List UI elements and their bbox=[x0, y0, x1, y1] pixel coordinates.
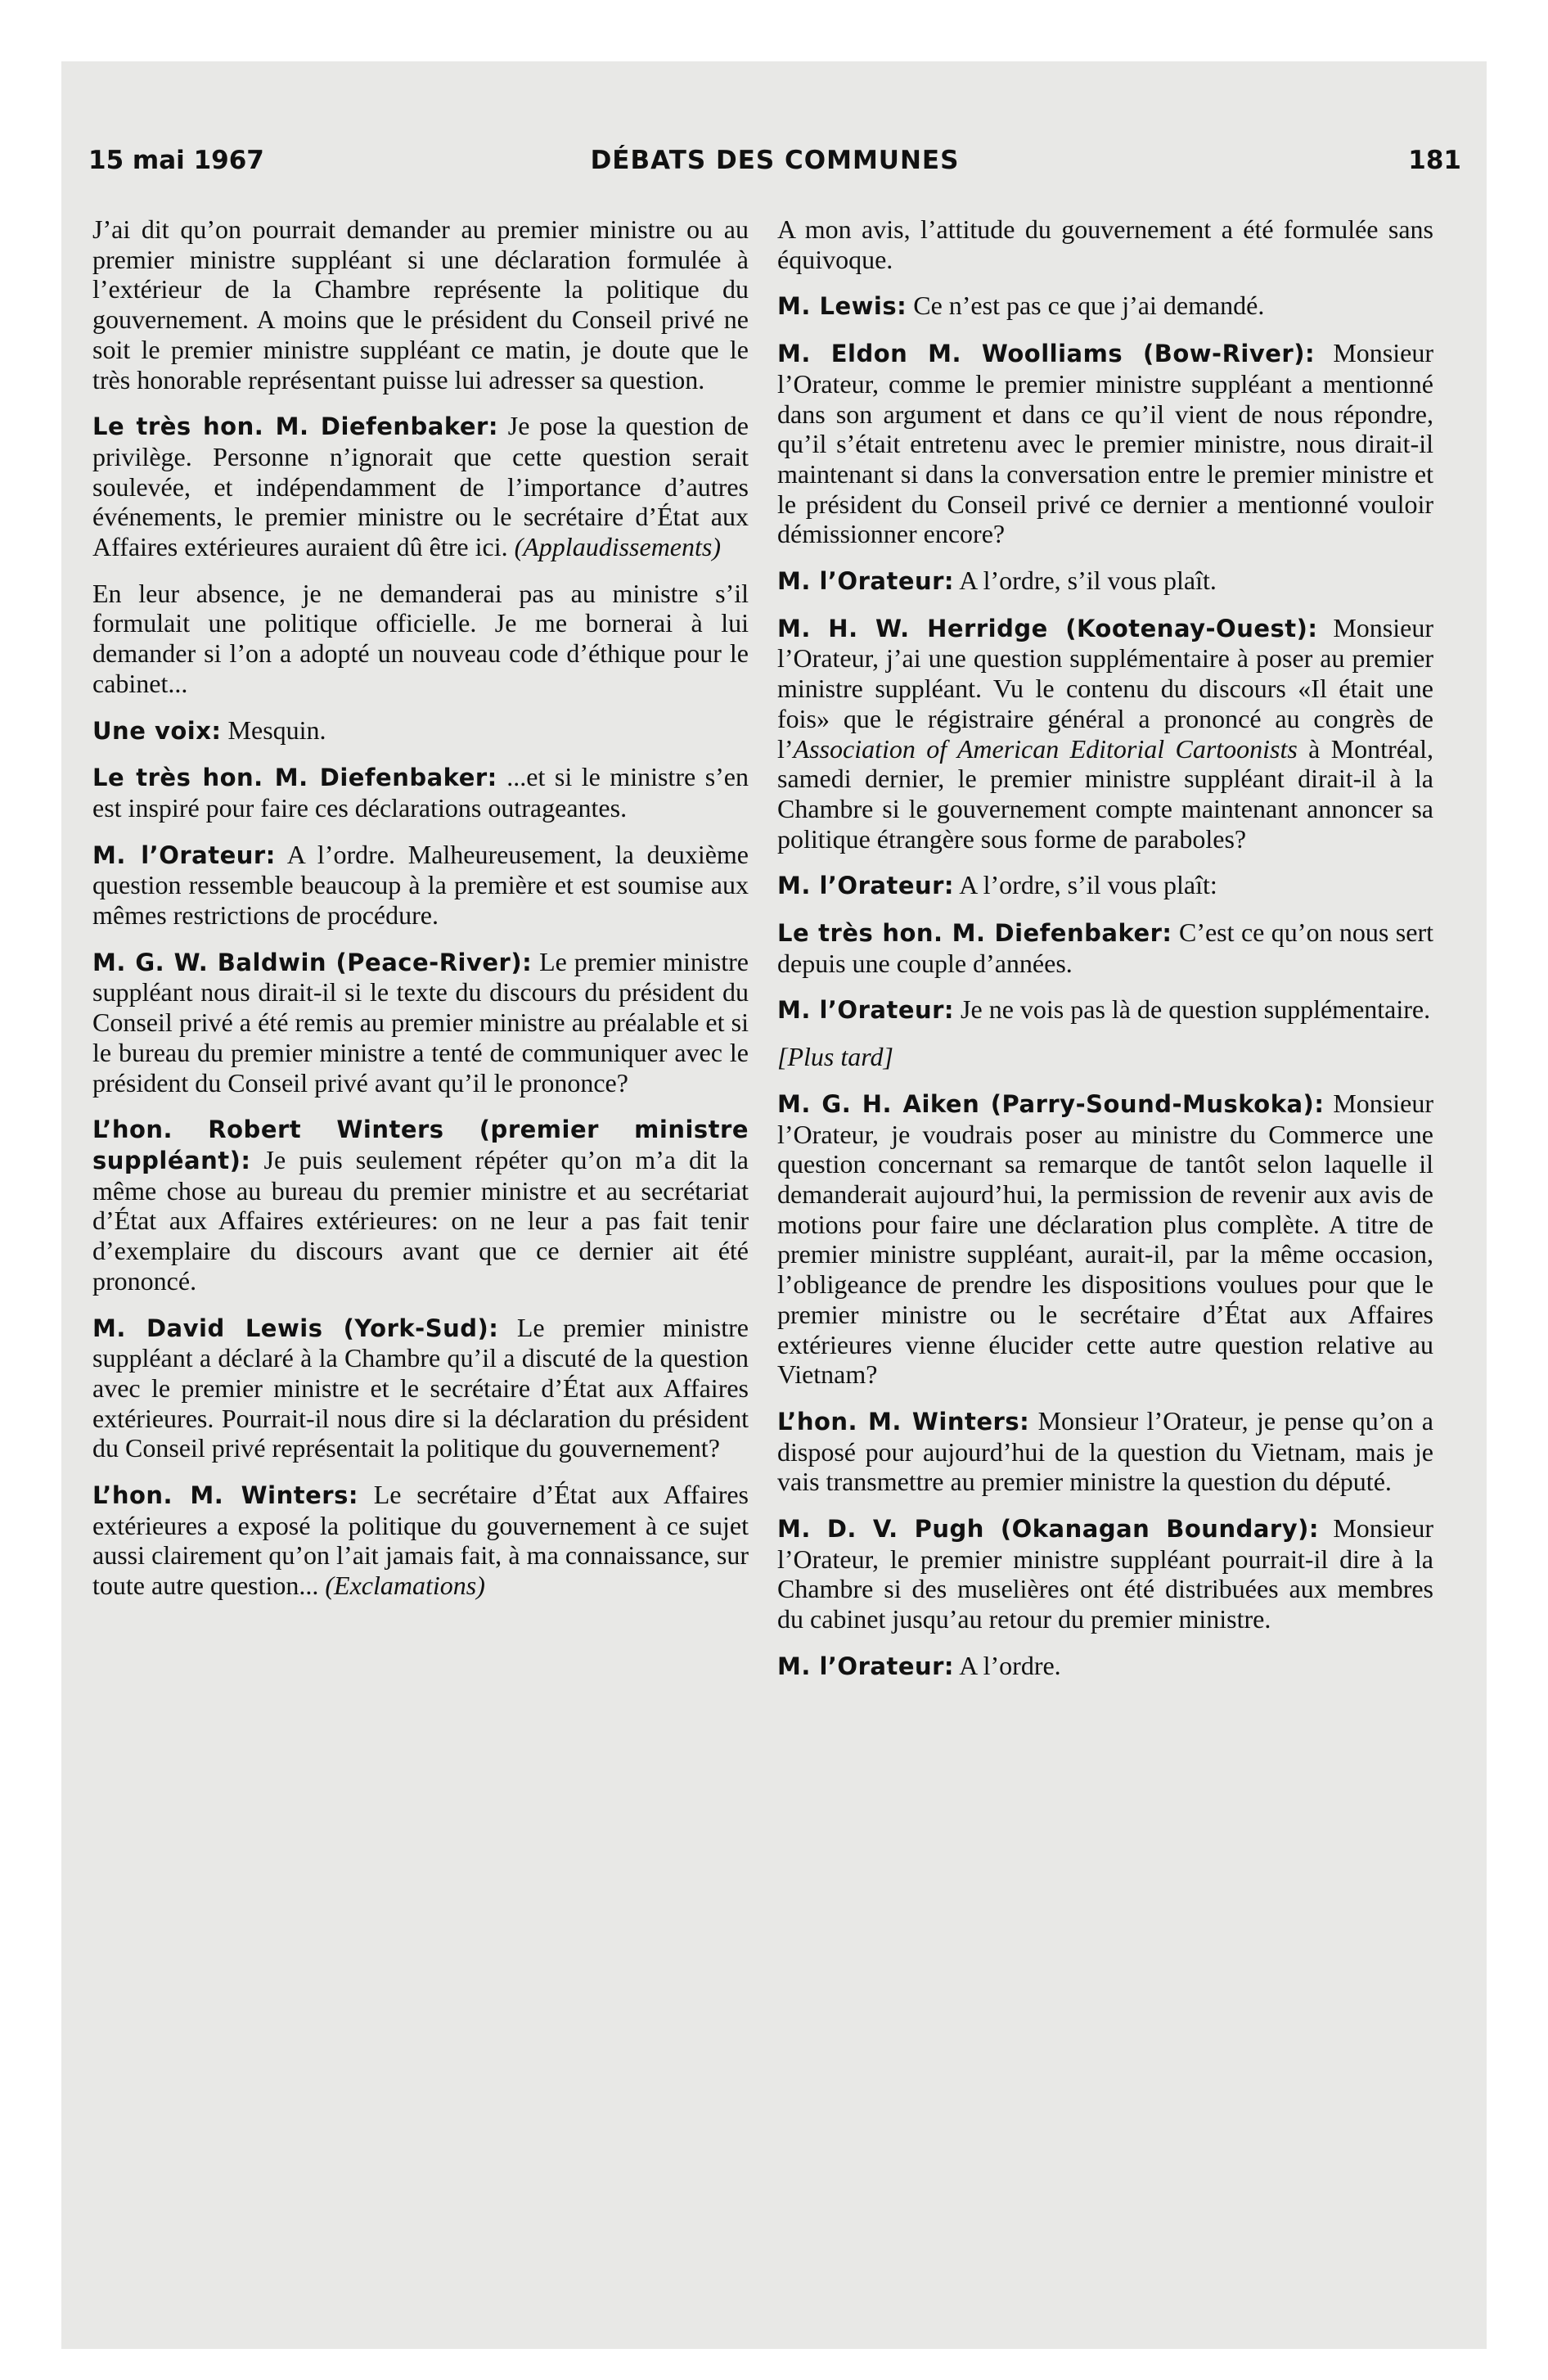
speaker-name: Le très hon. M. Diefenbaker: bbox=[92, 412, 498, 441]
paragraph: M. H. W. Herridge (Kootenay-Ouest): Monsieur l’Orateur, j’ai une question supplémentaire à poser au premier ministre suppléant. Vu le contenu du discours «Il était une fois» que le régistraire général a prononcé au congrès de l’Association of American Editorial Cartoonists à Montréal, samedi dernier, le premier ministre suppléant dirait-il à la Chambre si le gouvernement compte maintenant annoncer sa politique étrangère sous forme de paraboles? bbox=[777, 612, 1434, 854]
stage-direction: (Exclamations) bbox=[325, 1571, 485, 1601]
stage-direction: [Plus tard] bbox=[777, 1042, 893, 1072]
speaker-name: M. D. V. Pugh (Okanagan Boundary): bbox=[777, 1515, 1319, 1544]
header-date: 15 mai 1967 bbox=[88, 146, 264, 175]
speaker-name: M. l’Orateur: bbox=[92, 841, 276, 869]
paragraph: M. l’Orateur: A l’ordre, s’il vous plaît: bbox=[777, 870, 1217, 900]
speaker-name: Une voix: bbox=[92, 716, 222, 745]
speaker-name: M. H. W. Herridge (Kootenay-Ouest): bbox=[777, 614, 1318, 642]
paragraph: Une voix: Mesquin. bbox=[92, 714, 326, 745]
paragraph: Le très hon. M. Diefenbaker: C’est ce qu’on nous sert depuis une couple d’années. bbox=[777, 917, 1434, 978]
paragraph: M. l’Orateur: Je ne vois pas là de question supplémentaire. bbox=[777, 994, 1431, 1025]
header-title: DÉBATS DES COMMUNES bbox=[590, 146, 960, 175]
speaker-name: Le très hon. M. Diefenbaker: bbox=[777, 919, 1172, 948]
speaker-name: Le très hon. M. Diefenbaker: bbox=[92, 764, 497, 792]
paragraph: L’hon. M. Winters: Monsieur l’Orateur, je pense qu’on a disposé pour aujourd’hui de la question du Vietnam, mais je vais transmettre au premier ministre la question du député. bbox=[777, 1405, 1434, 1497]
right-column bbox=[777, 214, 1433, 1698]
paragraph: M. l’Orateur: A l’ordre. Malheureusement, la deuxième question ressemble beaucoup à la première et est soumise aux mêmes restrictions de procédure. bbox=[92, 839, 749, 931]
paragraph: M. David Lewis (York-Sud): Le premier ministre suppléant a déclaré à la Chambre qu’il a discuté de la question avec le premier ministre et le secrétaire d’État aux Affaires extérieures. Pourrait-il nous dire si la déclaration du président du Conseil privé représentait la politique du gouvernement? bbox=[92, 1312, 749, 1463]
paragraph bbox=[777, 1042, 1433, 1072]
speaker-name: M. l’Orateur: bbox=[777, 1652, 955, 1680]
paragraph: L’hon. Robert Winters (premier ministre suppléant): Je puis seulement répéter qu’on m’a dit la même chose au bureau du premier ministre et au secrétariat d’État aux Affaires extérieures: on ne leur a pas fait tenir d’exemplaire du discours avant que ce dernier ait été prononcé. bbox=[92, 1116, 749, 1296]
paragraph: M. D. V. Pugh (Okanagan Boundary): Monsieur l’Orateur, le premier ministre suppléant pourrait-il dire à la Chambre si des muselières ont été distribuées aux membres du cabinet jusqu’au retour du premier ministre. bbox=[777, 1513, 1434, 1634]
page-number: 181 bbox=[1408, 146, 1461, 175]
speaker-name: L’hon. Robert Winters (premier ministre suppléant): bbox=[92, 1116, 749, 1174]
speaker-name: M. l’Orateur: bbox=[777, 996, 955, 1025]
speaker-name: M. G. H. Aiken (Parry-Sound-Muskoka): bbox=[777, 1089, 1325, 1118]
paragraph: J’ai dit qu’on pourrait demander au premier ministre ou au premier ministre suppléant si une déclaration formulée à l’extérieur de la Chambre représente la politique du gouvernement. A moins que le président du Conseil privé ne soit le premier ministre suppléant ce matin, je doute que le très honorable représentant puisse lui adresser sa question. bbox=[92, 214, 749, 394]
paragraph: M. G. H. Aiken (Parry-Sound-Muskoka): Monsieur l’Orateur, je voudrais poser au ministre du Commerce une question concernant sa remarque de tantôt selon laquelle il demanderait aujourd’hui, la permission de revenir aux avis de motions pour faire une déclaration plus complète. A titre de premier ministre suppléant, aurait-il, par la même occasion, l’obligeance de prendre les dispositions voulues pour que le premier ministre ou le secrétaire d’État aux Affaires extérieures vienne élucider cette autre question relative au Vietnam? bbox=[777, 1088, 1434, 1390]
speaker-name: M. Eldon M. Woolliams (Bow-River): bbox=[777, 340, 1316, 368]
speaker-name: L’hon. M. Winters: bbox=[777, 1407, 1030, 1436]
paragraph: Le très hon. M. Diefenbaker: ...et si le ministre s’en est inspiré pour faire ces déclarations outrageantes. bbox=[92, 762, 749, 823]
paragraph: L’hon. M. Winters: Le secrétaire d’État aux Affaires extérieures a exposé la politique du gouvernement à ce sujet aussi clairement qu’on l’ait jamais fait, à ma connaissance, sur toute autre question... (Exclamations) bbox=[92, 1480, 749, 1601]
paragraph: M. l’Orateur: A l’ordre, s’il vous plaît. bbox=[777, 566, 1217, 596]
paragraph: M. Eldon M. Woolliams (Bow-River): Monsieur l’Orateur, comme le premier ministre suppléant a mentionné dans son argument et dans ce qu’il vient de nous répondre, qu’il s’était entretenu avec le premier ministre, nous dirait-il maintenant si dans la conversation entre le premier ministre et le président du Conseil privé ce dernier a mentionné vouloir démissionner encore? bbox=[777, 338, 1434, 549]
speaker-name: L’hon. M. Winters: bbox=[92, 1481, 358, 1510]
stage-direction: (Applaudissements) bbox=[514, 532, 721, 562]
left-column bbox=[92, 214, 749, 1617]
speaker-name: M. G. W. Baldwin (Peace-River): bbox=[92, 948, 533, 976]
speaker-name: M. l’Orateur: bbox=[777, 872, 955, 900]
paragraph: M. G. W. Baldwin (Peace-River): Le premier ministre suppléant nous dirait-il si le texte du discours du président du Conseil privé a été remis au premier ministre au préalable et si le bureau du premier ministre a tenté de communiquer avec le président du Conseil privé avant qu’il le prononce? bbox=[92, 946, 749, 1098]
paragraph: En leur absence, je ne demanderai pas au ministre s’il formulait une politique officielle. Je me bornerai à lui demander si l’on a adopté un nouveau code d’éthique pour le cabinet... bbox=[92, 578, 749, 698]
paragraph: M. Lewis: Ce n’est pas ce que j’ai demandé. bbox=[777, 291, 1265, 321]
paragraph: A mon avis, l’attitude du gouvernement a été formulée sans équivoque. bbox=[777, 214, 1433, 274]
speaker-name: M. l’Orateur: bbox=[777, 567, 955, 596]
italic-title: Association of American Editorial Cartoonists bbox=[793, 733, 1298, 764]
paragraph: Le très hon. M. Diefenbaker: Je pose la question de privilège. Personne n’ignorait que cette question serait soulevée, et indépendamment de l’importance d’autres événements, le premier ministre ou le secrétaire d’État aux Affaires extérieures auraient dû être ici. (Applaudissements) bbox=[92, 411, 749, 562]
paragraph: M. l’Orateur: A l’ordre. bbox=[777, 1650, 1061, 1680]
speaker-name: M. Lewis: bbox=[777, 292, 907, 321]
page-header bbox=[88, 146, 1461, 187]
speaker-name: M. David Lewis (York-Sud): bbox=[92, 1314, 499, 1342]
